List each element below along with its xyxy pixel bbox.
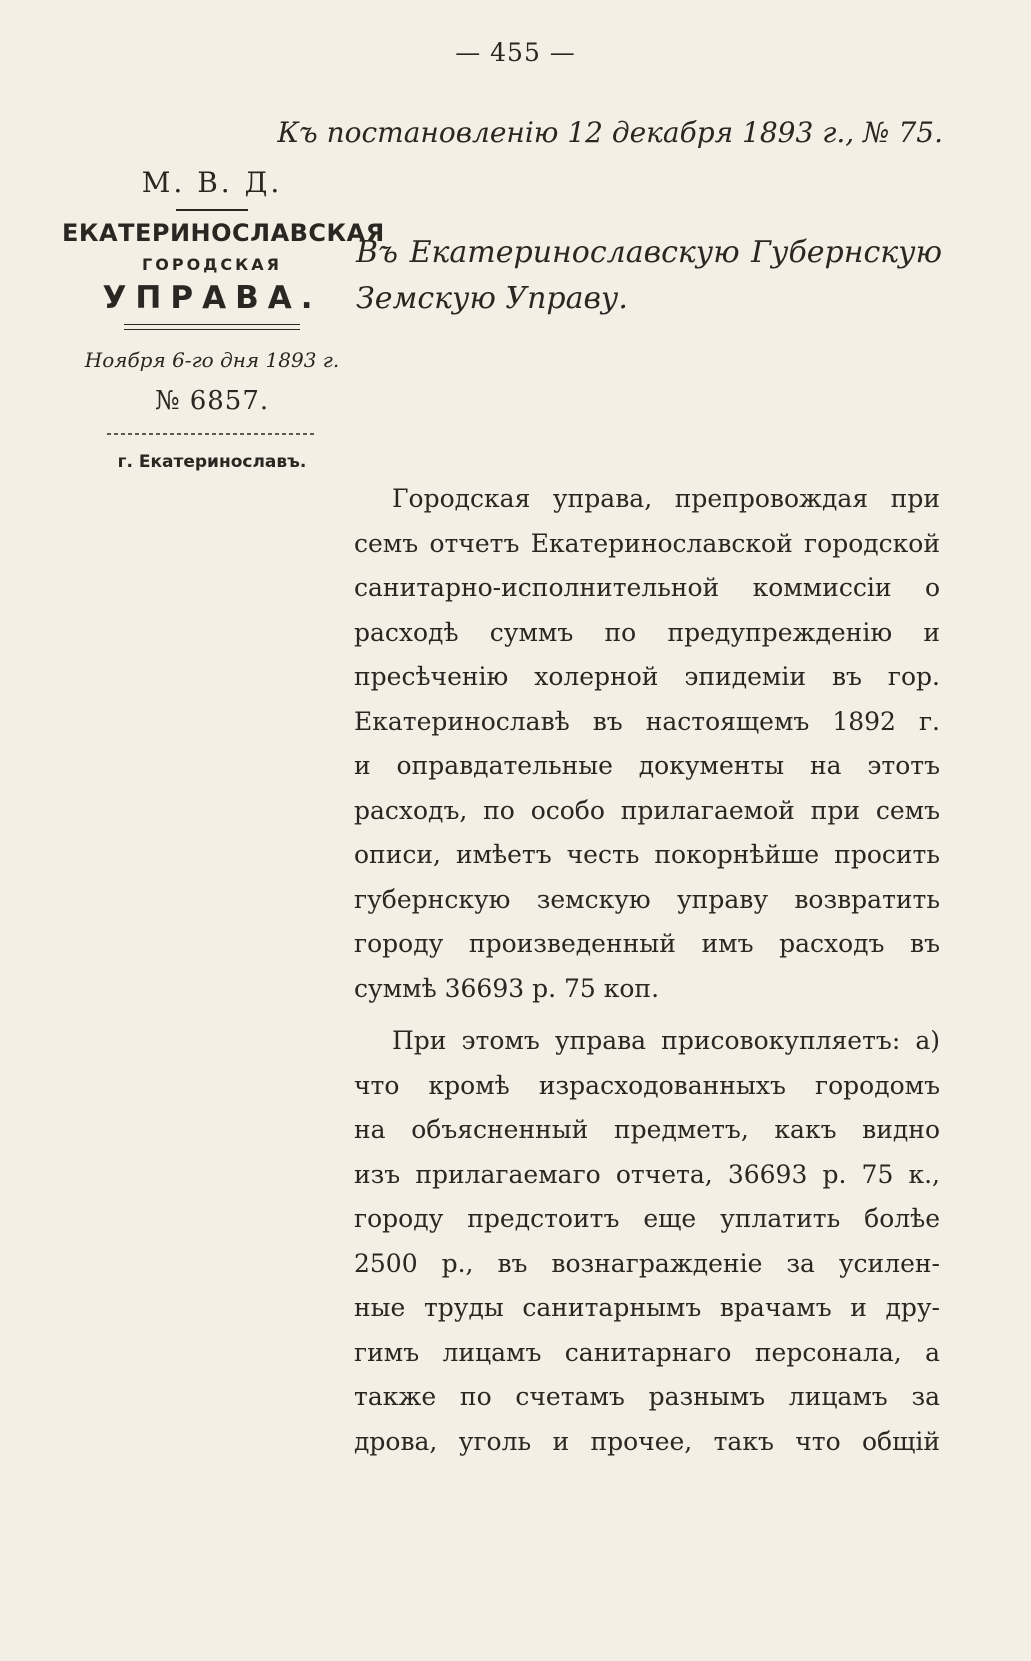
office-type: ГОРОДСКАЯ (142, 255, 282, 274)
body-line: 2500 р., въ вознагражденіе за усилен- (354, 1248, 940, 1278)
body-line: дрова, уголь и прочее, такъ что общій (354, 1426, 940, 1456)
body-line: описи, имѣетъ честь покорнѣйше просить (354, 840, 940, 869)
ministry-abbreviation: М. В. Д. (141, 166, 283, 199)
body-line: на объясненный предметъ, какъ видно (354, 1115, 940, 1144)
addressee (356, 230, 942, 322)
body-line: семъ отчетъ Екатеринославской городской (354, 528, 940, 558)
body-line: городу произведенный имъ расходъ въ (354, 929, 940, 958)
body-line: что кромѣ израсходованныхъ городомъ (354, 1070, 940, 1100)
body-line: суммѣ 36693 р. 75 коп. (354, 973, 660, 1003)
letter-body (354, 477, 940, 1464)
header-divider (176, 209, 248, 211)
body-line: ные труды санитарнымъ врачамъ и дру- (354, 1293, 940, 1322)
addressee-line: Земскую Управу. (356, 281, 628, 316)
body-line: также по счетамъ разнымъ лицамъ за (354, 1382, 940, 1411)
body-line: расходъ, по особо прилагаемой при семъ (354, 795, 940, 825)
paragraph-gap (354, 1011, 940, 1019)
body-line: изъ прилагаемаго отчета, 36693 р. 75 к., (354, 1159, 940, 1189)
body-line: и оправдательные документы на этотъ (354, 751, 940, 780)
letter-date: Ноября 6-го дня 1893 г. (84, 348, 340, 372)
body-line: городу предстоитъ еще уплатить болѣе (354, 1204, 940, 1233)
body-line: расходѣ суммъ по предупрежденію и (354, 617, 940, 647)
body-line: гимъ лицамъ санитарнаго персонала, а (354, 1337, 940, 1367)
addressee-line: Въ Екатеринославскую Губернскую (356, 235, 942, 270)
page-number: — 455 — (455, 38, 576, 67)
resolution-reference: Къ постановленію 12 декабря 1893 г., № 75. (277, 116, 943, 149)
issuing-office-header (62, 160, 385, 472)
double-rule-divider (124, 324, 300, 330)
body-line: пресѣченію холерной эпидеміи въ гор. (354, 662, 940, 691)
wavy-divider (107, 430, 317, 438)
body-line: Городская управа, препровождая при (392, 484, 940, 513)
office-name: ЕКАТЕРИНОСЛАВСКАЯ (62, 219, 385, 247)
office-kind: УПРАВА. (102, 280, 322, 316)
body-line: губернскую земскую управу возвратить (354, 884, 940, 914)
body-line: При этомъ управа присовокупляетъ: а) (392, 1026, 940, 1055)
body-line: санитарно-исполнительной коммиссіи о (354, 573, 940, 602)
letter-number: № 6857. (154, 386, 270, 416)
letter-city: г. Екатеринославъ. (117, 452, 307, 472)
body-line: Екатеринославѣ въ настоящемъ 1892 г. (354, 706, 940, 736)
